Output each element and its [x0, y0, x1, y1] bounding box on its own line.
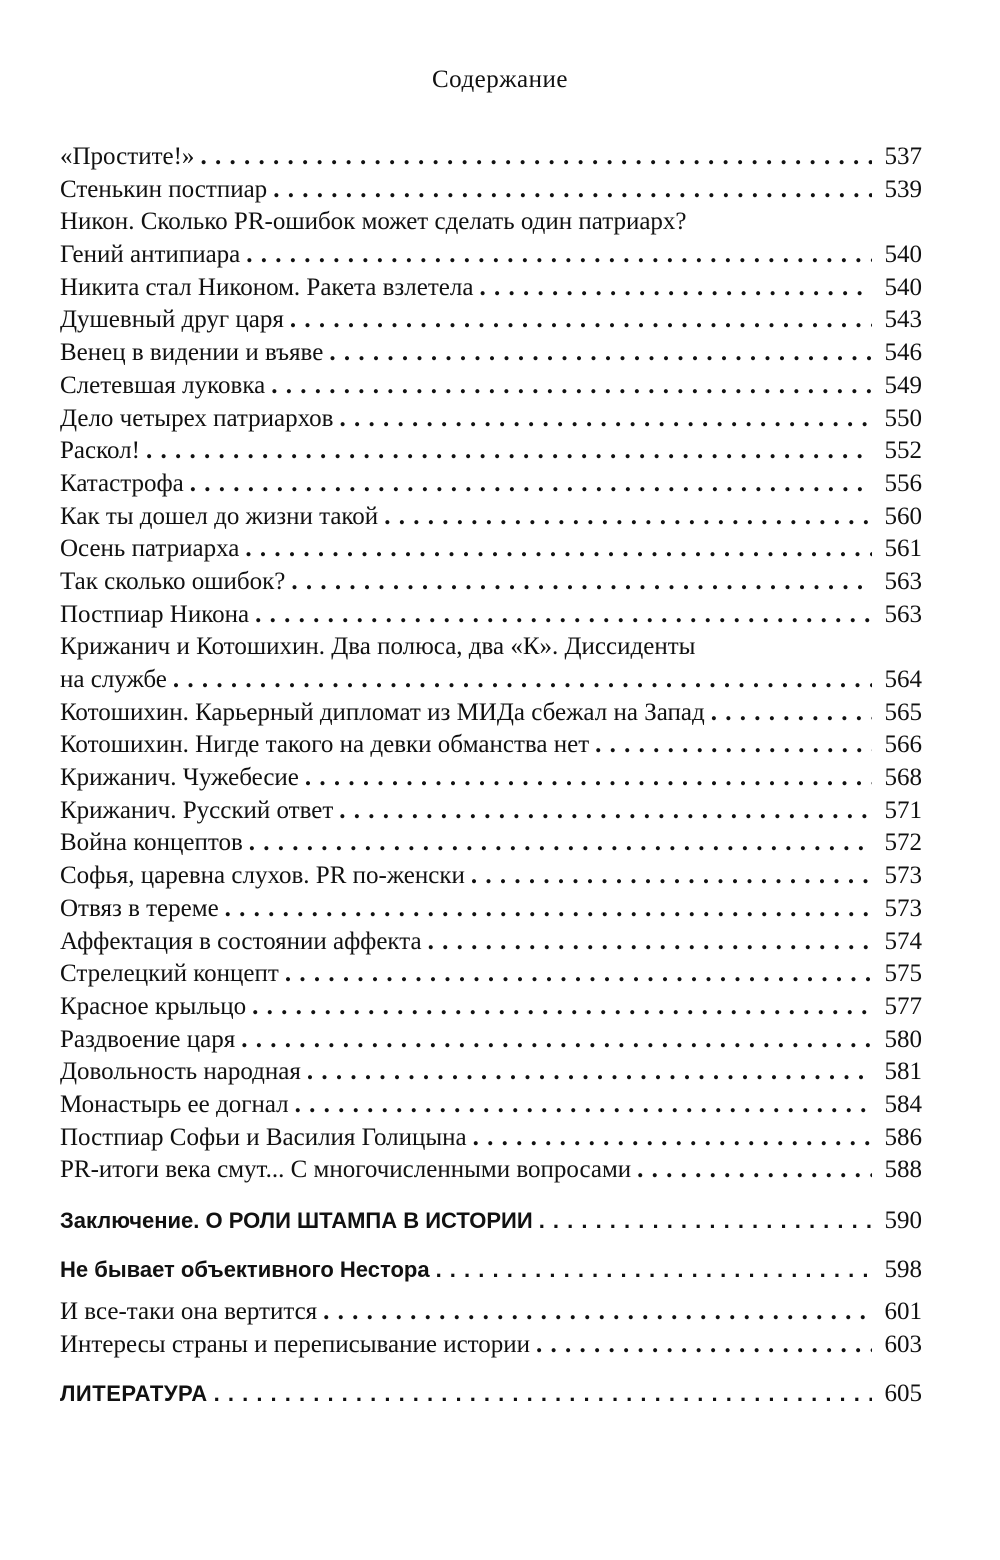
toc-entry-page: 603	[884, 1331, 922, 1359]
toc-entry-page: 543	[884, 306, 922, 334]
toc-entry-page: 575	[884, 960, 922, 988]
toc-entry	[60, 762, 922, 795]
dot-leader	[295, 1089, 872, 1122]
toc-entry-title: Красное крыльцо	[60, 992, 247, 1020]
toc-entry-title: Стрелецкий концепт	[60, 960, 279, 988]
toc-entry	[60, 827, 922, 860]
toc-entry	[60, 337, 922, 370]
dot-leader	[214, 1378, 872, 1411]
toc-entry	[60, 1154, 922, 1187]
dot-leader	[252, 991, 872, 1024]
toc-entry-page: 586	[884, 1123, 922, 1151]
toc-entry-page: 561	[884, 535, 922, 563]
dot-leader	[711, 697, 872, 730]
toc-entry	[60, 631, 922, 664]
toc-entry	[60, 1122, 922, 1155]
toc-entry-page: 574	[884, 927, 922, 955]
toc-entry	[60, 1329, 922, 1362]
toc-entry-title: Гений антипиара	[60, 241, 241, 269]
dot-leader	[536, 1329, 872, 1362]
toc-entry-page: 563	[884, 600, 922, 628]
toc-entry-title: Никон. Сколько PR-ошибок может сделать один патриарх?	[60, 208, 687, 236]
toc-chapter-literature	[60, 1378, 922, 1411]
toc-entry	[60, 566, 922, 599]
toc-entry-title: Раскол!	[60, 437, 140, 465]
toc-entry	[60, 1024, 922, 1057]
toc-entry	[60, 599, 922, 632]
toc-entry-title: Довольность народная	[60, 1058, 301, 1086]
toc-entry-title: Монастырь ее догнал	[60, 1090, 289, 1118]
dot-leader	[249, 827, 872, 860]
toc-entry	[60, 501, 922, 534]
toc-chapter-conclusion	[60, 1205, 922, 1238]
dot-leader	[339, 795, 872, 828]
toc-entry-page: 539	[884, 175, 922, 203]
toc-entry-title: Стенькин постпиар	[60, 175, 268, 203]
dot-leader	[479, 272, 872, 305]
toc-entry-title: «Простите!»	[60, 143, 195, 170]
toc-entry-page: 563	[884, 567, 922, 595]
toc-entry	[60, 435, 922, 468]
dot-leader	[173, 664, 872, 697]
toc-entry	[60, 141, 922, 174]
toc-entry-title: Котошихин. Карьерный дипломат из МИДа сбежал на Запад	[60, 698, 705, 726]
toc-entry-title: Раздвоение царя	[60, 1025, 236, 1053]
toc-entry	[60, 926, 922, 959]
dot-leader	[290, 304, 872, 337]
dot-leader	[323, 1296, 872, 1329]
toc-entry-page: 581	[884, 1058, 922, 1086]
toc-entry-title: Постпиар Никона	[60, 600, 250, 628]
toc-entry-title: PR-итоги века смут... С многочисленными вопросами	[60, 1156, 632, 1184]
toc-entry-page: 590	[884, 1207, 922, 1234]
toc-entry-page: 566	[884, 731, 922, 759]
toc-entry	[60, 1089, 922, 1122]
dot-leader	[436, 1254, 872, 1287]
toc-entry-page: 560	[884, 502, 922, 530]
toc-entry-page: 577	[884, 992, 922, 1020]
toc-entry-page: 537	[884, 143, 922, 170]
dot-leader	[473, 1122, 872, 1155]
toc-entry	[60, 533, 922, 566]
toc-entry-title: Катастрофа	[60, 469, 184, 497]
dot-leader	[245, 533, 872, 566]
toc-entry-title: Интересы страны и переписывание истории	[60, 1331, 531, 1359]
toc-entry-title: Война концептов	[60, 829, 243, 857]
dot-leader	[539, 1205, 872, 1238]
toc-entry-title: Венец в видении и въяве	[60, 339, 324, 367]
toc-entry	[60, 958, 922, 991]
toc-entry	[60, 174, 922, 207]
dot-leader	[471, 860, 872, 893]
toc-entry	[60, 795, 922, 828]
toc-entry-title: Котошихин. Нигде такого на девки обманства нет	[60, 731, 590, 759]
toc-entry-page: 540	[884, 241, 922, 269]
dot-leader	[305, 762, 872, 795]
toc-entry	[60, 1056, 922, 1089]
toc-entry-title: Отвяз в тереме	[60, 894, 219, 922]
toc-entry-page: 573	[884, 862, 922, 890]
toc-entry	[60, 239, 922, 272]
toc-entry	[60, 468, 922, 501]
toc-entry-title: Слетевшая луковка	[60, 371, 266, 399]
toc-entry-page: 549	[884, 371, 922, 399]
toc-entry-title: ЛИТЕРАТУРА	[60, 1380, 208, 1406]
toc-entry-page: 564	[884, 666, 922, 693]
table-of-contents	[60, 141, 922, 1410]
toc-entry	[60, 860, 922, 893]
toc-entry	[60, 729, 922, 762]
toc-entry-title: Постпиар Софьи и Василия Голицына	[60, 1123, 467, 1151]
toc-entry-title: Душевный друг царя	[60, 306, 284, 334]
dot-leader	[146, 435, 872, 468]
toc-entry-page: 546	[884, 339, 922, 367]
dot-leader	[637, 1154, 872, 1187]
toc-entry-title: Софья, царевна слухов. PR по-женски	[60, 862, 465, 890]
dot-leader	[291, 566, 872, 599]
toc-entry-page: 598	[884, 1255, 922, 1283]
toc-entry-page: 588	[884, 1156, 922, 1184]
toc-entry-title: Так сколько ошибок?	[60, 567, 286, 595]
toc-entry	[60, 1296, 922, 1329]
toc-entry	[60, 206, 922, 239]
toc-entry	[60, 370, 922, 403]
toc-entry-page: 584	[884, 1090, 922, 1118]
toc-entry-page: 565	[884, 698, 922, 726]
toc-entry-page: 601	[884, 1298, 922, 1326]
page-title: Содержание	[432, 66, 568, 93]
dot-leader	[285, 958, 872, 991]
dot-leader	[190, 468, 872, 501]
dot-leader	[428, 926, 872, 959]
toc-section-heading	[60, 1254, 922, 1287]
dot-leader	[273, 174, 872, 207]
dot-leader	[225, 893, 872, 926]
toc-entry	[60, 304, 922, 337]
toc-entry-page: 605	[884, 1379, 922, 1407]
dot-leader	[255, 599, 872, 632]
toc-entry-title: Никита стал Никоном. Ракета взлетела	[60, 273, 474, 301]
toc-entry	[60, 403, 922, 436]
toc-entry-title: на службе	[60, 666, 167, 693]
toc-entry-title: Не бывает объективного Нестора	[60, 1256, 430, 1282]
toc-entry-title: И все-таки она вертится	[60, 1298, 318, 1326]
dot-leader	[241, 1024, 872, 1057]
toc-entry-page: 571	[884, 796, 922, 824]
toc-entry	[60, 893, 922, 926]
dot-leader	[246, 239, 872, 272]
toc-entry-title: Аффектация в состоянии аффекта	[60, 927, 422, 955]
toc-entry-title: Заключение. О РОЛИ ШТАМПА В ИСТОРИИ	[60, 1208, 533, 1233]
toc-entry-page: 550	[884, 404, 922, 432]
toc-entry-page: 568	[884, 764, 922, 792]
dot-leader	[384, 501, 872, 534]
toc-entry-title: Дело четырех патриархов	[60, 404, 334, 432]
dot-leader	[595, 729, 872, 762]
dot-leader	[307, 1056, 872, 1089]
toc-entry-page: 540	[884, 273, 922, 301]
toc-entry-title: Крижанич и Котошихин. Два полюса, два «К». Диссиденты	[60, 633, 696, 661]
toc-entry-page: 572	[884, 829, 922, 857]
toc-entry-title: Как ты дошел до жизни такой	[60, 502, 379, 530]
toc-entry-page: 573	[884, 894, 922, 922]
dot-leader	[329, 337, 872, 370]
toc-entry-title: Крижанич. Чужебесие	[60, 764, 299, 792]
toc-entry	[60, 697, 922, 730]
toc-entry	[60, 664, 922, 697]
toc-entry-page: 556	[884, 469, 922, 497]
toc-entry	[60, 272, 922, 305]
toc-entry-title: Осень патриарха	[60, 535, 240, 563]
dot-leader	[200, 141, 872, 174]
toc-entry-page: 580	[884, 1025, 922, 1053]
toc-entry	[60, 991, 922, 1024]
toc-entry-page: 552	[884, 437, 922, 465]
toc-entry-title: Крижанич. Русский ответ	[60, 796, 334, 824]
dot-leader	[271, 370, 872, 403]
dot-leader	[339, 403, 872, 436]
